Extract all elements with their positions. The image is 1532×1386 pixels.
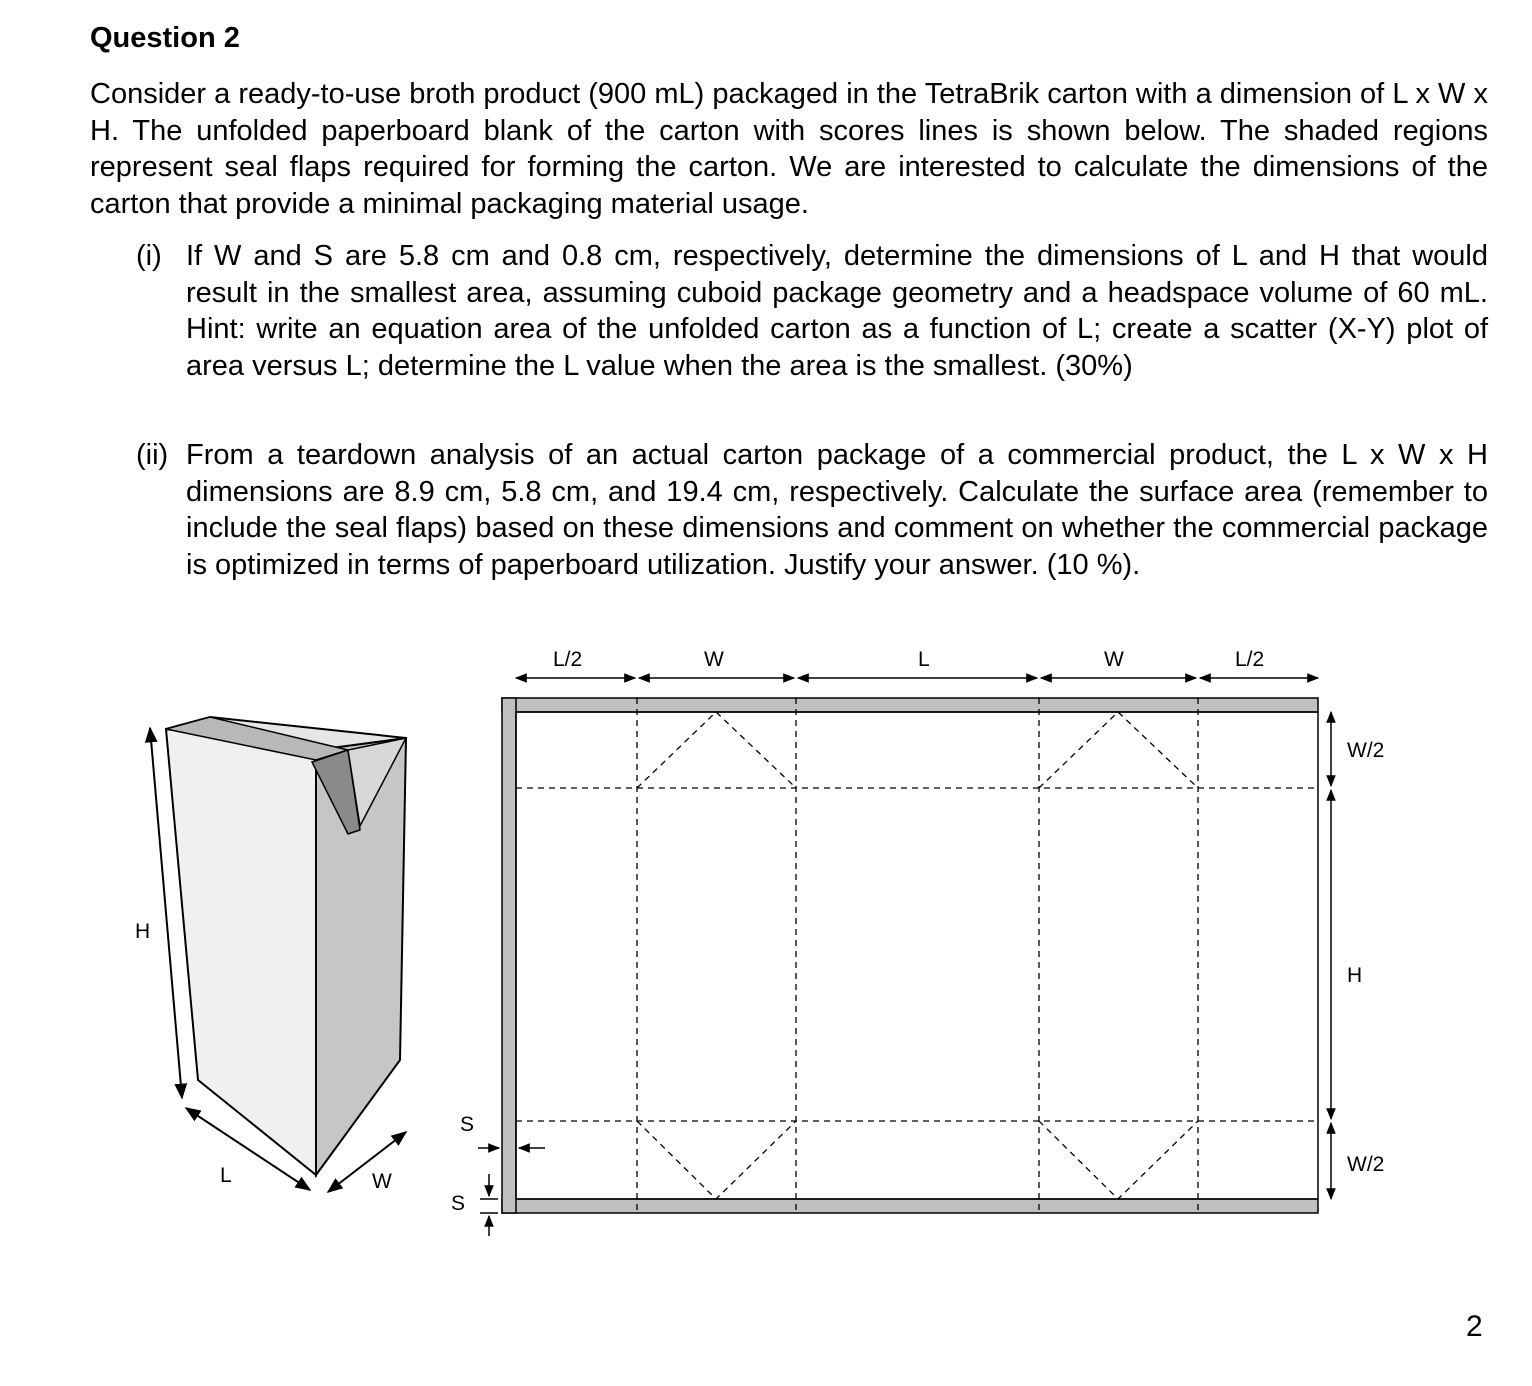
blank-top-label: L — [918, 648, 930, 671]
seal-flap-top — [502, 698, 1318, 712]
part-text: If W and S are 5.8 cm and 0.8 cm, respectively, determine the dimensions of L and H that would result in the smallest area, assuming cuboid package geometry and a headspace volume of 60 mL. Hint: write an equation area of the unfolded carton as a function of L; create a scatter (X-Y) plot of area versus L; determine the L value when the area is the smallest. (30%) — [186, 240, 1488, 382]
fold-triangle — [637, 1121, 796, 1199]
blank-top-label: L/2 — [553, 648, 583, 671]
fold-triangle — [637, 712, 796, 788]
part-number: (i) — [136, 240, 162, 272]
part-text: From a teardown analysis of an actual carton package of a commercial product, the L x W x H dimensions are 8.9 cm, 5.8 cm, and 19.4 cm, respectively. Calculate the surface area (remember to include the seal flaps) based on these dimensions and comment on whether the commercial package is optimized in terms of paperboard utilization. Justify your answer. (10 %). — [186, 439, 1488, 581]
seal-flap-bottom — [502, 1199, 1318, 1213]
blank-top-label: L/2 — [1235, 648, 1265, 671]
carton-front-face — [166, 729, 316, 1175]
question-intro: Consider a ready-to-use broth product (900 mL) packaged in the TetraBrik carton with a dimension of L x W x H. The unfolded paperboard blank of the carton with scores lines is shown below. The shaded regions represent seal flaps required for forming the carton. We are interested to calculate the dimensions of the carton that provide a minimal packaging material usage. — [90, 78, 1488, 220]
seal-flap-side — [502, 698, 516, 1213]
part-number: (ii) — [136, 439, 169, 471]
carton-height-label: H — [135, 920, 151, 943]
page-number: 2 — [1466, 1310, 1483, 1343]
blank-right-label: H — [1347, 964, 1363, 987]
blank-top-label: W — [1104, 648, 1124, 671]
fold-triangle — [1039, 1121, 1198, 1199]
carton-width-label: W — [372, 1170, 392, 1193]
carton-3d-illustration — [135, 717, 406, 1193]
seal-side-label: S — [460, 1113, 475, 1136]
question-heading: Question 2 — [90, 22, 240, 54]
carton-length-label: L — [220, 1164, 232, 1187]
seal-bottom-label: S — [451, 1192, 466, 1215]
blank-top-label: W — [704, 648, 724, 671]
fold-triangle — [1039, 712, 1198, 788]
unfolded-blank — [451, 648, 1384, 1236]
blank-right-label: W/2 — [1347, 739, 1385, 762]
blank-right-label: W/2 — [1347, 1153, 1385, 1176]
